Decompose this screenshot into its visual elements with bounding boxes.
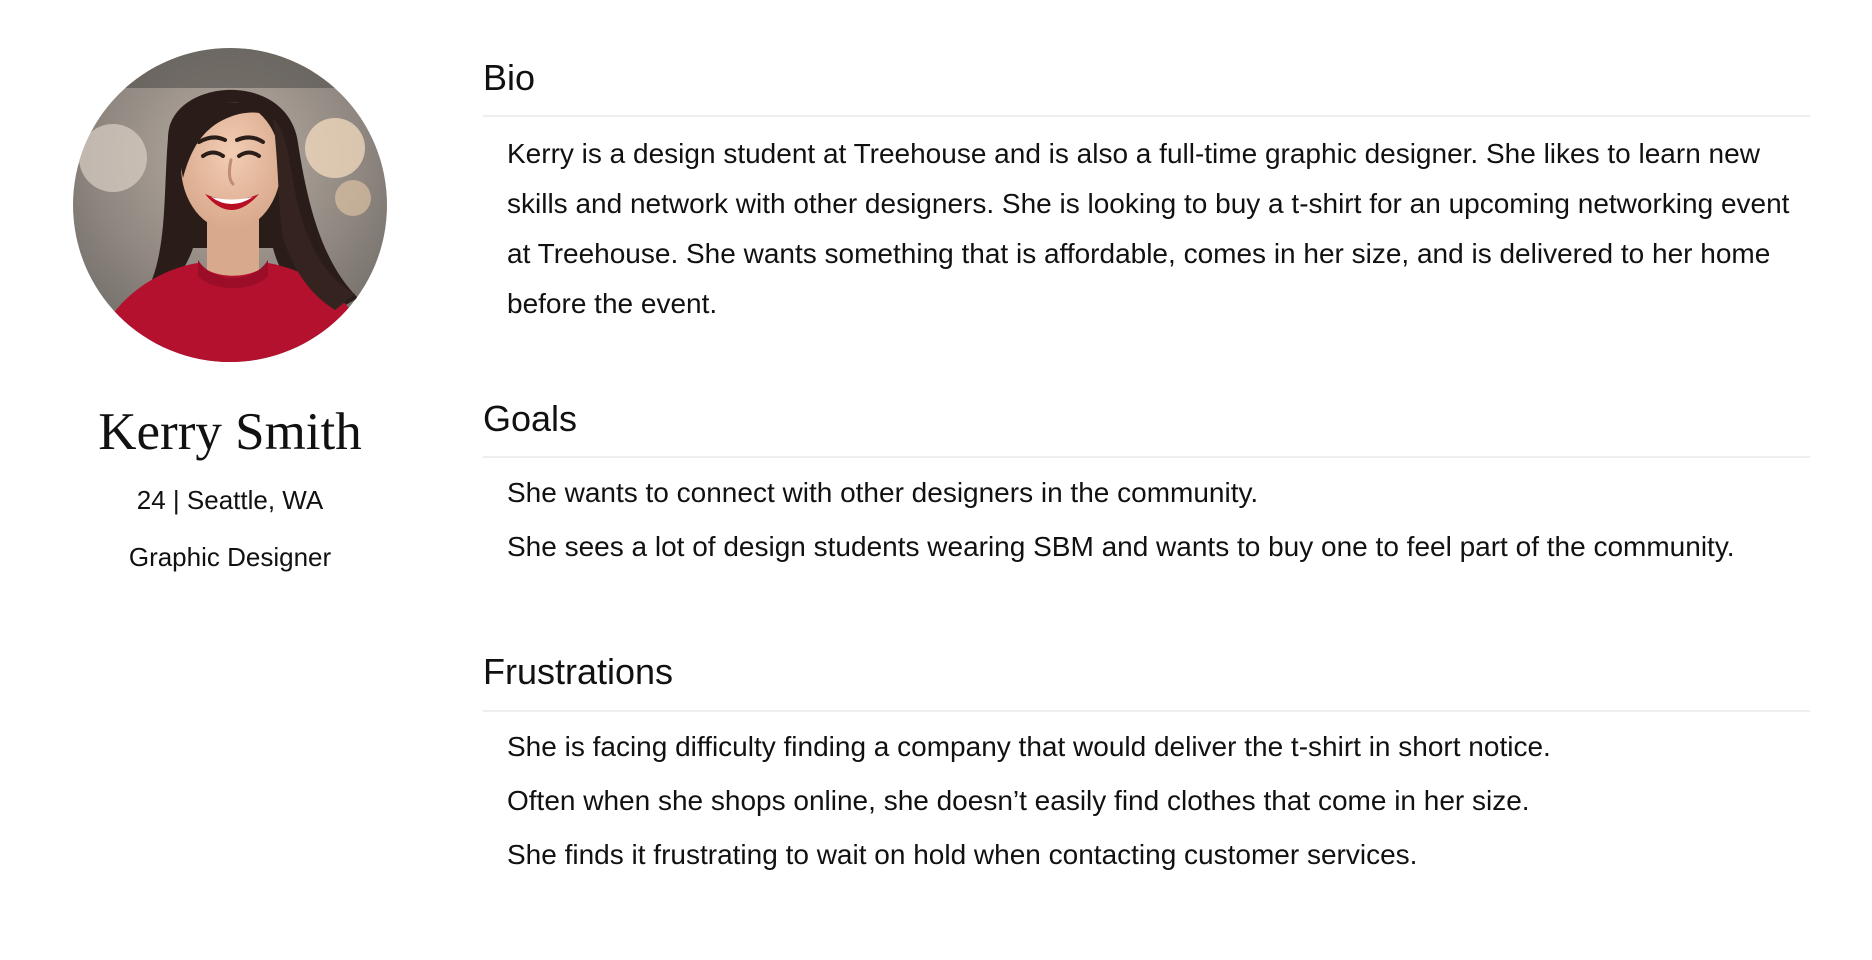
avatar [73, 48, 387, 362]
bio-text: Kerry is a design student at Treehouse and is also a full-time graphic designer. She likes to learn new skills and network with other designers. She is looking to buy a t-shirt for an upcoming networking event at Treehouse. She wants something that is affordable, comes in her size, and is delivered to her home before the event. [507, 138, 1790, 320]
goal-item: She wants to connect with other designers in the community. [507, 477, 1259, 509]
profile-card [40, 48, 420, 573]
person-occupation: Graphic Designer [128, 542, 332, 573]
frustrations-list [507, 720, 1810, 882]
persona-details [483, 56, 1810, 882]
frustrations-section [483, 650, 1810, 881]
frustration-item: She is facing difficulty finding a company that would deliver the t-shirt in short notice. [507, 730, 1551, 762]
bio-section [483, 56, 1810, 329]
goals-section [483, 397, 1810, 574]
avatar-photo [73, 48, 387, 362]
frustrations-heading: Frustrations [483, 650, 1810, 711]
frustration-item: Often when she shops online, she doesn’t easily find clothes that come in her size. [507, 784, 1530, 816]
bio-heading: Bio [483, 56, 1810, 117]
goals-heading: Goals [483, 397, 1810, 458]
person-name: Kerry Smith [98, 403, 362, 461]
goal-item: She sees a lot of design students wearing SBM and wants to buy one to feel part of the community. [507, 531, 1735, 563]
person-age-location: 24 | Seattle, WA [136, 484, 324, 515]
goals-list [507, 466, 1810, 574]
frustration-item: She finds it frustrating to wait on hold when contacting customer services. [507, 838, 1418, 870]
